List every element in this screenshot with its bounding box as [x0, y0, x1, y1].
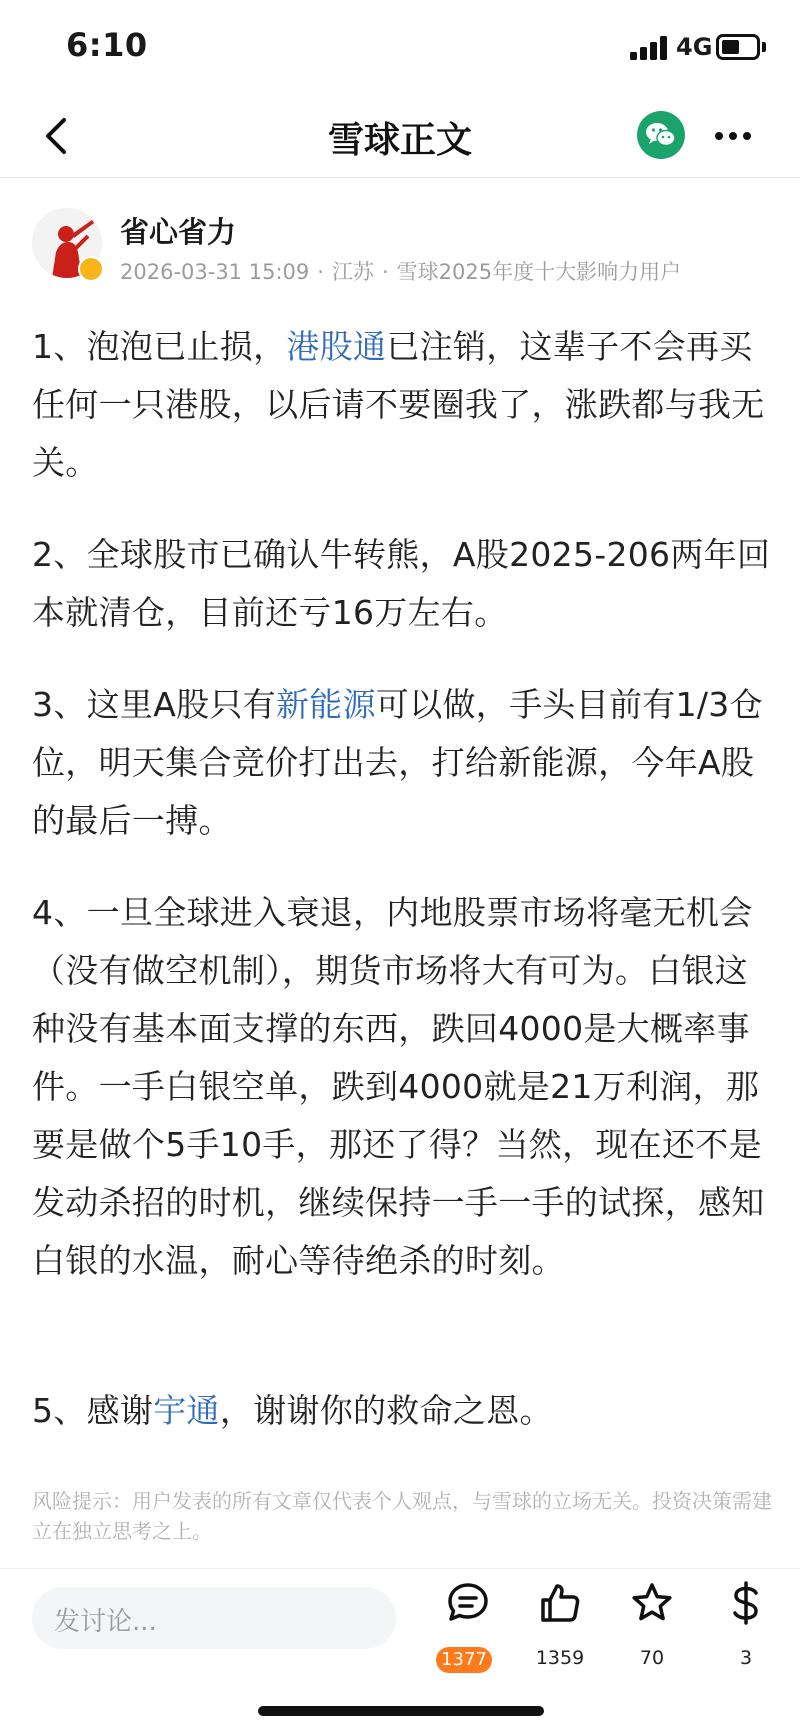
star-icon — [630, 1581, 674, 1625]
comment-input[interactable] — [32, 1587, 396, 1649]
dollar-icon — [724, 1581, 768, 1625]
favorite-count: 70 — [639, 1647, 665, 1669]
comment-icon — [446, 1581, 490, 1625]
paragraph-text: ，谢谢你的救命之恩。 — [219, 1391, 553, 1430]
post-paragraph-2: 2、全球股市已确认牛转熊，A股2025-206两年回本就清仓，目前还亏16万左右。 — [32, 535, 771, 632]
meta-separator: · — [317, 260, 324, 284]
post-meta — [120, 256, 681, 286]
author-badge-text: 雪球2025年度十大影响力用户 — [396, 260, 682, 284]
paragraph-text: 可以做，手头目前有1/3仓位，明天集合竞价打出去，打给新能源，今年A股的最后一搏。 — [32, 685, 763, 840]
author-name[interactable]: 省心省力 — [120, 215, 237, 249]
stock-link-ggt[interactable]: 港股通 — [286, 327, 387, 366]
wechat-icon[interactable] — [637, 111, 685, 159]
paragraph-text: 3、这里A股只有 — [32, 685, 276, 724]
battery-icon — [716, 34, 766, 60]
page-title: 雪球正文 — [327, 120, 472, 161]
stock-link-new-energy[interactable]: 新能源 — [275, 685, 376, 724]
more-icon[interactable] — [708, 114, 758, 158]
post-paragraph-4: 4、一旦全球进入衰退，内地股票市场将毫无机会（没有做空机制），期货市场将大有可为。白银这种没有基本面支撑的东西，跌回4000是大概率事件。一手白银空单，跌到4000就是21万利润，那要是做个5手10手，那还了得？当然，现在还不是发动杀招的时机，继续保持一手一手的试探，感知白银的水温，耐心等待绝杀的时刻。 — [32, 893, 765, 1280]
stock-link-yutong[interactable]: 宇通 — [153, 1391, 220, 1430]
reward-count: 3 — [739, 1647, 753, 1669]
paragraph-text: 已注销，这辈子不会再买任何一只港股，以后请不要圈我了，涨跌都与我无关。 — [32, 327, 765, 482]
comment-count: 1377 — [436, 1647, 492, 1673]
signal-icon — [630, 36, 670, 60]
post-location: 江苏 — [331, 260, 374, 284]
verified-badge-icon — [78, 256, 104, 282]
status-time: 6:10 — [66, 26, 148, 64]
post-paragraph-1 — [32, 318, 772, 492]
thumbs-up-icon — [538, 1581, 582, 1625]
comment-placeholder: 发讨论... — [54, 1607, 157, 1637]
favorite-button[interactable] — [612, 1581, 692, 1681]
risk-notice: 风险提示：用户发表的所有文章仅代表个人观点，与雪球的立场无关。投资决策需建立在独立思考之上。 — [32, 1489, 772, 1543]
status-bar — [0, 0, 800, 96]
post-timestamp: 2026-03-31 15:09 — [120, 260, 310, 284]
post-paragraph-3 — [32, 676, 772, 850]
nav-bar — [0, 96, 800, 178]
home-indicator — [258, 1706, 544, 1716]
like-button[interactable] — [520, 1581, 600, 1681]
paragraph-text: 1、泡泡已止损， — [32, 327, 287, 366]
post-paragraph-5 — [32, 1382, 772, 1440]
like-count: 1359 — [535, 1647, 585, 1669]
paragraph-text: 5、感谢 — [32, 1391, 154, 1430]
reward-button[interactable] — [706, 1581, 786, 1681]
comment-button[interactable] — [428, 1581, 508, 1681]
meta-separator: · — [381, 260, 389, 284]
network-type: 4G — [676, 33, 713, 61]
